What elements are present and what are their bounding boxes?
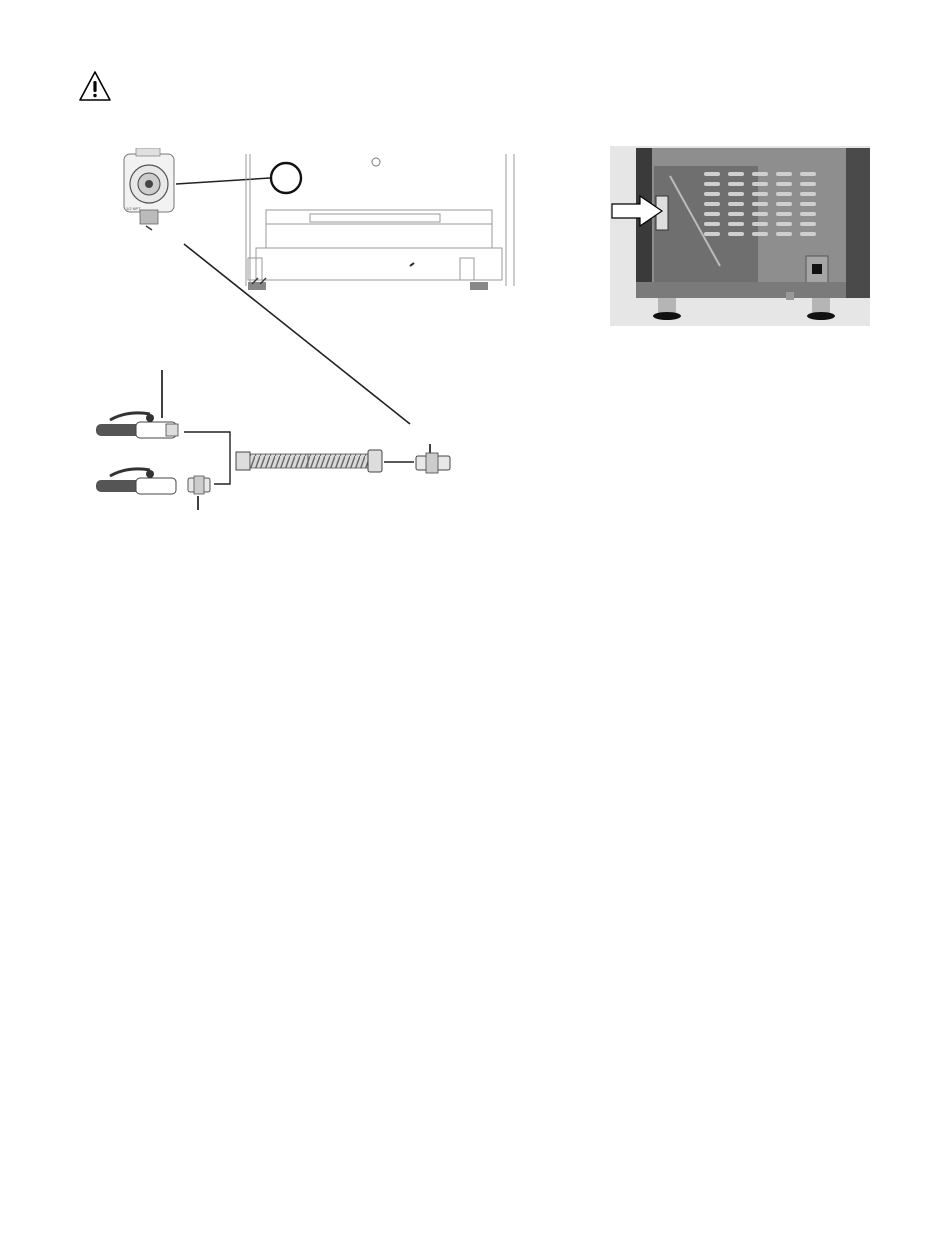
warning-triangle-icon [78,70,112,102]
regulator-label: 1/2 NPT [126,206,141,211]
gas-connection-diagram [80,148,520,516]
arrow-right-icon [610,192,668,230]
appliance-rear-photo [610,146,870,326]
flare-adapter-fitting [416,453,450,473]
